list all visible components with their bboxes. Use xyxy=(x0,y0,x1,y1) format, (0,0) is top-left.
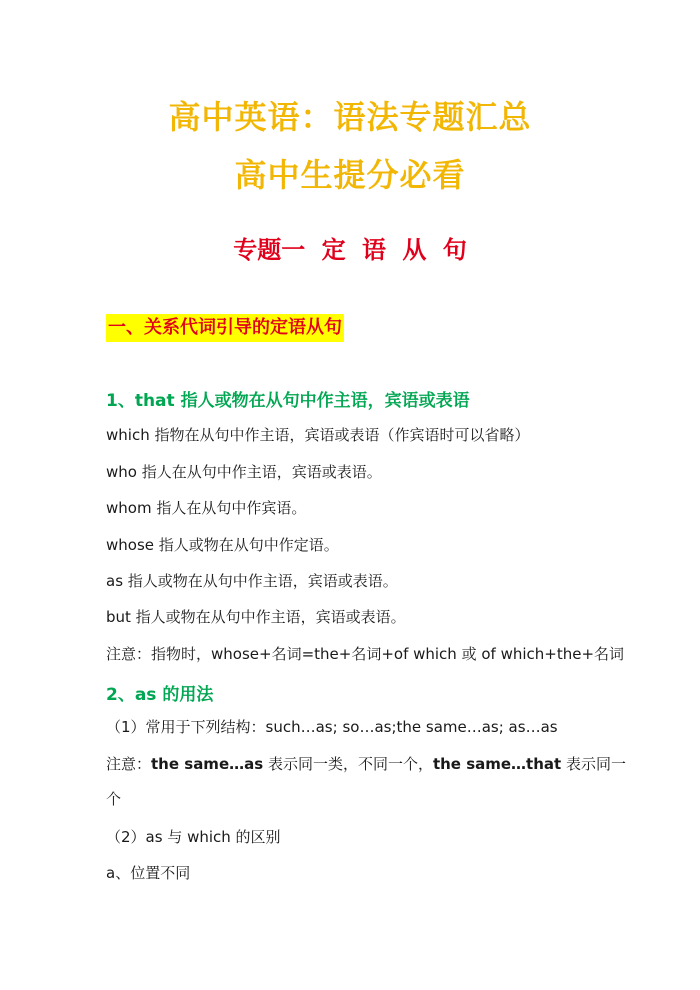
text-line-whom: whom 指人在从句中作宾语。 xyxy=(106,499,307,517)
subsection-heading-as: 2、as 的用法 xyxy=(106,685,214,705)
section-heading-highlighted: 一、关系代词引导的定语从句 xyxy=(106,314,344,342)
topic-heading: 专题一 定 语 从 句 xyxy=(233,236,467,264)
note-prefix: 注意： xyxy=(106,755,152,773)
note-bold-same-as: the same…as xyxy=(151,755,264,773)
text-line-note-whose: 注意：指物时，whose+名词=the+名词+of which 或 of which+the+名词 xyxy=(106,645,625,663)
text-line-usage1: （1）常用于下列结构：such…as; so…as;the same…as; as…as xyxy=(106,718,558,736)
text-line-as: as 指人或物在从句中作主语，宾语或表语。 xyxy=(106,572,398,590)
note-mid: 表示同一类，不同一个， xyxy=(263,755,433,773)
text-line-usage2a: a、位置不同 xyxy=(106,864,191,882)
text-line-whose: whose 指人或物在从句中作定语。 xyxy=(106,536,339,554)
text-line-note-wrap: 个 xyxy=(106,790,122,808)
note-suffix: 表示同一 xyxy=(561,755,626,773)
text-line-usage2: （2）as 与 which 的区别 xyxy=(106,828,281,846)
document-title-line2: 高中生提分必看 xyxy=(234,156,466,194)
text-line-which: which 指物在从句中作主语，宾语或表语（作宾语时可以省略） xyxy=(106,426,530,444)
text-line-note-same xyxy=(106,753,626,775)
text-line-but: but 指人或物在从句中作主语，宾语或表语。 xyxy=(106,608,406,626)
text-line-who: who 指人在从句中作主语，宾语或表语。 xyxy=(106,463,382,481)
note-bold-same-that: the same…that xyxy=(432,755,562,773)
subsection-heading-that: 1、that 指人或物在从句中作主语，宾语或表语 xyxy=(106,391,470,411)
document-title-line1: 高中英语：语法专题汇总 xyxy=(168,98,532,136)
